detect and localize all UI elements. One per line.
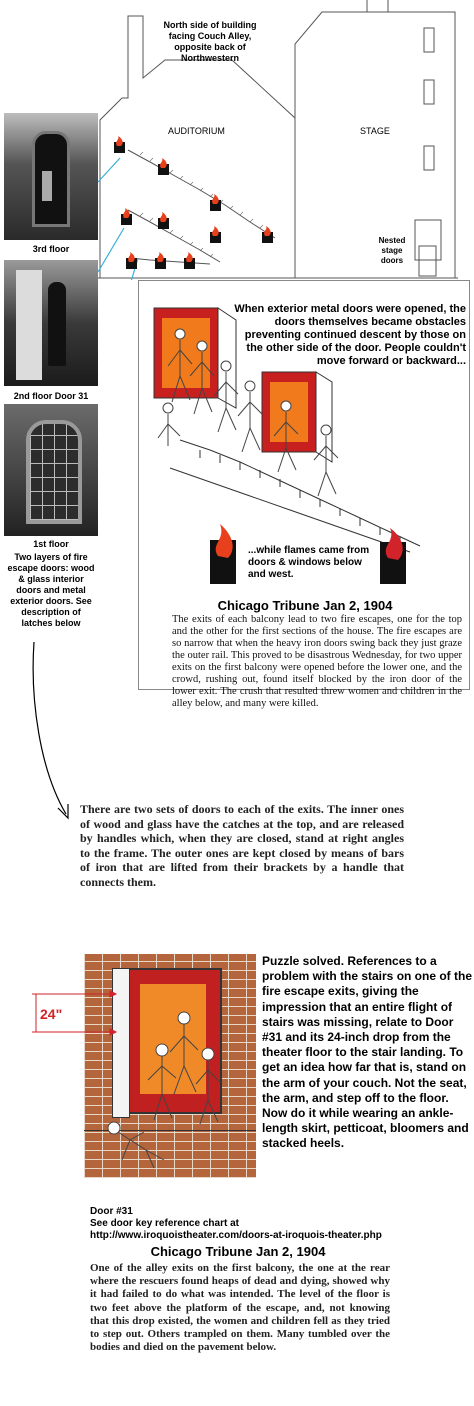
nested-doors-label: Nested stage doors xyxy=(378,236,406,265)
measure-label: 24" xyxy=(40,1006,63,1022)
puzzle-text: Puzzle solved. References to a problem with the stairs on one of the fire escape exits, giving the impression that an entire flight of stairs was missing, relate to Door #31 and its 24-inch drop from the theater floor to the stair landing. To get an idea how far that is, stand on the arm of your couch. Not the seat, the arm, and step off to the floor. Now do it while wearing an ankle-length skirt, petticoat, bloomers and stacked heels. xyxy=(262,954,473,1151)
flame-icon xyxy=(158,158,169,175)
flame-icon xyxy=(210,522,236,584)
flame-icon xyxy=(262,226,273,243)
third-floor-photo xyxy=(4,113,98,240)
tribune-1-body: The exits of each balcony lead to two fire escapes, one for the top and the other for the first sections of the house. The fire escapes are so narrow that when the heavy iron doors swing back they just graze the outer rail. This proved to be disastrous Wednesday, for two upper exits on the first balcony were opened before the lower one, and the crowd, rushing out, found itself blocked by the iron door of the lower exit. The crush that resulted threw women and children in the alley below, and many were killed. xyxy=(172,614,462,709)
third-floor-caption: 3rd floor xyxy=(32,244,70,254)
flame-icon xyxy=(210,194,221,211)
flames-text: ...while flames came from doors & windows below and west. xyxy=(248,545,370,580)
auditorium-label: AUDITORIUM xyxy=(168,126,225,136)
first-floor-photo xyxy=(4,404,98,536)
flame-icon xyxy=(184,252,195,269)
first-floor-note: Two layers of fire escape doors: wood & glass interior doors and metal exterior doors. See description of latches below xyxy=(7,552,95,628)
first-floor-caption: 1st floor xyxy=(33,539,69,549)
door31-label: Door #31 xyxy=(90,1206,133,1217)
flame-icon xyxy=(121,208,132,225)
flame-icon xyxy=(158,212,169,229)
falling-figures xyxy=(84,954,256,1178)
latches-clipping: There are two sets of doors to each of the exits. The inner ones of wood and glass have the catches at the top, and are released by handles which, when they are closed, stand at right angles to the frame. The outer ones are kept closed by means of bars of iron that are lifted from their brackets by a handle that connects them. xyxy=(80,802,404,889)
flame-icon xyxy=(126,252,137,269)
arrow-icon xyxy=(30,640,74,820)
flame-icon xyxy=(155,252,166,269)
second-floor-photo xyxy=(4,260,98,386)
stage-label: STAGE xyxy=(360,126,390,136)
building-caption: North side of building facing Couch Alley, opposite back of Northwestern xyxy=(163,20,257,63)
tribune-1-header: Chicago Tribune Jan 2, 1904 xyxy=(217,598,393,613)
second-floor-caption: 2nd floor Door 31 xyxy=(13,391,89,401)
tribune-2-header: Chicago Tribune Jan 2, 1904 xyxy=(150,1244,326,1259)
tribune-2-body: One of the alley exits on the first balcony, the one at the rear where the rescuers found heaps of dead and dying, showed why it had failed to do what was intended. The level of the floor is two feet above the platform of the escape, and, not knowing that this drop existed, the women and children fell as they tried to step out. Others trampled on them. Many tumbled over the bodies and died on the pavement below. xyxy=(90,1262,390,1354)
door31-url-link[interactable]: http://www.iroquoistheater.com/doors-at-iroquois-theater.php xyxy=(90,1230,382,1241)
illustration-top-text: When exterior metal doors were opened, the doors themselves became obstacles preventing continued descent by those on the other side of the door. People couldn't move forward or backward... xyxy=(234,303,466,367)
flame-icon xyxy=(210,226,221,243)
door31-ref: See door key reference chart at xyxy=(90,1218,239,1229)
flame-icon xyxy=(114,136,125,153)
flame-icon xyxy=(380,528,406,584)
